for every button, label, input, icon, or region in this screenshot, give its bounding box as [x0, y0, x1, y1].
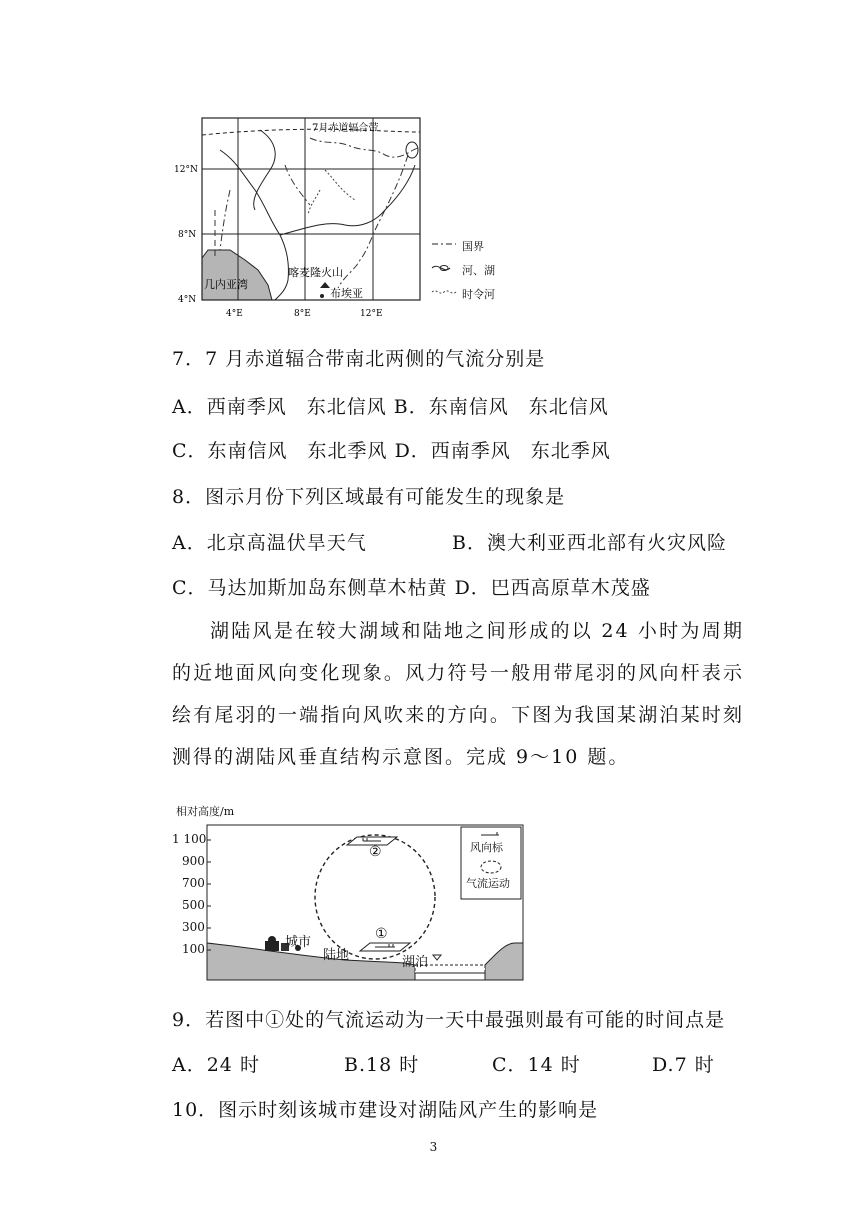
gulf-label: 几内亚湾	[204, 278, 248, 291]
q9-option-b: B.18 时	[344, 1054, 420, 1076]
q8-options-line2: C．马达加斯加岛东侧草木枯黄 D．巴西高原草木茂盛	[172, 577, 651, 599]
lon-label-8e: 8°E	[294, 309, 311, 319]
q9-option-c: C．14 时	[492, 1054, 581, 1076]
q10-stem: 10．图示时刻该城市建设对湖陆风产生的影响是	[172, 1099, 599, 1121]
q7-options-line2: C．东南信风 东北季风 D．西南季风 东北季风	[172, 440, 611, 462]
q8-option-b: B．澳大利亚西北部有火灾风险	[452, 532, 727, 554]
ytick-900: 900	[182, 854, 205, 868]
lat-label-4n: 4°N	[178, 295, 197, 305]
legend-flow-label: 气流运动	[466, 877, 510, 890]
q9-stem: 9．若图中①处的气流运动为一天中最强则最有可能的时间点是	[172, 1009, 726, 1031]
label-city: 城市	[285, 935, 312, 950]
seasonal-river-line	[308, 170, 355, 215]
q7-options-line1: A．西南季风 东北信风 B．东南信风 东北信风	[172, 396, 609, 418]
ground-right-hill	[485, 943, 523, 980]
water-level-icon	[433, 955, 441, 960]
page-number: 3	[429, 1140, 438, 1154]
legend-seasonal-label: 时令河	[462, 288, 495, 301]
legend-wind-label: 风向标	[470, 841, 503, 854]
marker-1: ①	[375, 926, 388, 942]
q8-option-a: A．北京高温伏旱天气	[172, 532, 367, 554]
q8-stem: 8．图示月份下列区域最有可能发生的现象是	[172, 486, 566, 508]
ytick-700: 700	[182, 876, 205, 890]
itcz-map	[160, 110, 460, 325]
itcz-line	[202, 129, 420, 135]
lat-label-12n: 12°N	[174, 165, 198, 175]
q9-option-a: A．24 时	[172, 1054, 260, 1076]
q7-stem: 7．7 月赤道辐合带南北两侧的气流分别是	[172, 348, 546, 370]
q9-option-d: D.7 时	[652, 1054, 715, 1076]
river-line	[280, 165, 415, 235]
border-line	[310, 138, 418, 157]
ytick-300: 300	[182, 920, 205, 934]
volcano-icon	[320, 282, 330, 288]
lake-shape	[406, 142, 418, 158]
city-dot-icon	[320, 294, 324, 298]
river-line	[254, 130, 276, 210]
passage-paragraph: 湖陆风是在较大湖域和陆地之间形成的以 24 小时为周期的近地面风向变化现象。风力符号一般用带尾羽的风向杆表示绘有尾羽的一端指向风吹来的方向。下图为我国某湖泊某时刻测得的湖陆风垂直结构示意图。完成 9～10 题。	[172, 620, 744, 768]
lon-label-12e: 12°E	[360, 309, 383, 319]
border-line	[220, 190, 230, 250]
legend-river-label: 河、湖	[462, 264, 495, 277]
border-line	[285, 165, 310, 205]
ytick-500: 500	[182, 898, 205, 912]
marker-2: ②	[369, 844, 382, 860]
lon-label-4e: 4°E	[226, 309, 243, 319]
legend-border-label: 国界	[462, 240, 484, 253]
lat-label-8n: 8°N	[178, 230, 197, 240]
ytick-100: 100	[182, 942, 205, 956]
volcano-label: 喀麦隆火山	[288, 266, 343, 279]
label-land: 陆地	[323, 948, 350, 963]
ytick-1100: 1 100	[172, 832, 207, 846]
city-label: 布埃亚	[330, 287, 363, 300]
diagram-ylabel: 相对高度/m	[176, 805, 235, 818]
itcz-label: 7月赤道辐合带	[312, 123, 379, 134]
label-lake: 湖泊	[402, 955, 429, 970]
